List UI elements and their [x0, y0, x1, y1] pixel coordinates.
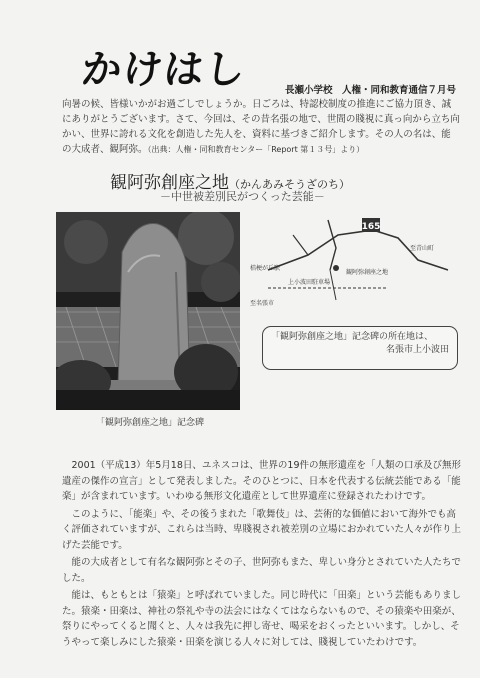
- site-marker-icon: [333, 265, 339, 271]
- monument-illustration: [56, 212, 240, 410]
- photo-caption: 「観阿弥創座之地」記念碑: [96, 418, 205, 428]
- location-callout: [262, 326, 458, 370]
- intro-paragraph: [62, 97, 460, 157]
- location-map: [248, 210, 460, 312]
- body-paragraph: 2001（平成13）年5月18日、ユネスコは、世界の19件の無形遺産を「人類の口承及び無形遺産の傑作の宣言」として発表しました。そのひとつに、日本を代表する伝統芸能である「能楽」が含まれています。いわゆる無形文化遺産として世界遺産に登録されたわけです。: [62, 460, 461, 502]
- intro-source: （出典：人権・同和教育センター「Report 第１３号」より）: [147, 145, 365, 154]
- article-subtitle: －中世被差別民がつくった芸能－: [160, 190, 325, 203]
- article-body: [62, 458, 462, 652]
- issue-line: 長瀬小学校 人権・同和教育通信７月号: [284, 85, 456, 96]
- map-drawing: [248, 210, 460, 312]
- article-title-reading: （かんあみそうざのち）: [229, 178, 350, 191]
- article-title-text: 観阿弥創座之地: [110, 173, 229, 193]
- intro-text: 向暑の候、皆様いかがお過ごしでしょうか。日ごろは、特認校制度の推進にご協力頂き、誠にありがとうございます。さて、今回は、その昔名張の地で、世間の賤視に真っ向から立ち向かい、世界に誇れる文化を創造した先人を、資料に基づきご紹介します。その人の名は、能の大成者、観阿弥。: [62, 99, 460, 155]
- body-paragraph: 能は、もともとは「猿楽」と呼ばれていました。同じ時代に「田楽」という芸能もありました。猿楽・田楽は、神社の祭礼や寺の法会にはなくてはならないもので、その猿楽や田楽が、祭りにやってくると聞くと、人々は我先に押し寄せ、喝采をおくったといいます。しかし、そうやって楽しみにした猿楽・田楽を演じる人々に対しては、賤視していたわけです。: [62, 590, 462, 648]
- location-line-2: 名張市上小波田: [385, 345, 449, 355]
- location-line-1: 「観阿弥創座之地」記念碑の所在地は、: [271, 332, 434, 342]
- masthead-title: かけはし: [79, 47, 249, 93]
- map-label-aoyama: 至青山町: [410, 245, 435, 252]
- map-label-nabari: 至名張市: [250, 300, 275, 307]
- map-label-kikyogaoka: 桔梗が丘駅: [250, 265, 281, 272]
- map-label-station: 上小波田駐車場: [288, 279, 331, 286]
- body-paragraph: このように、「能楽」や、その後うまれた「歌舞伎」は、芸術的な価値において海外でも高く評価されていますが、これらは当時、卑賤視され被差別の立場におかれていた人々が作り上げた芸能です。: [62, 508, 462, 551]
- monument-photo: [56, 212, 240, 410]
- route-number: 165: [361, 222, 381, 232]
- map-label-site: 観阿弥創座之地: [346, 269, 389, 276]
- body-paragraph: 能の大成者として有名な観阿弥とその子、世阿弥もまた、卑しい身分とされていた人たちでした。: [62, 557, 461, 584]
